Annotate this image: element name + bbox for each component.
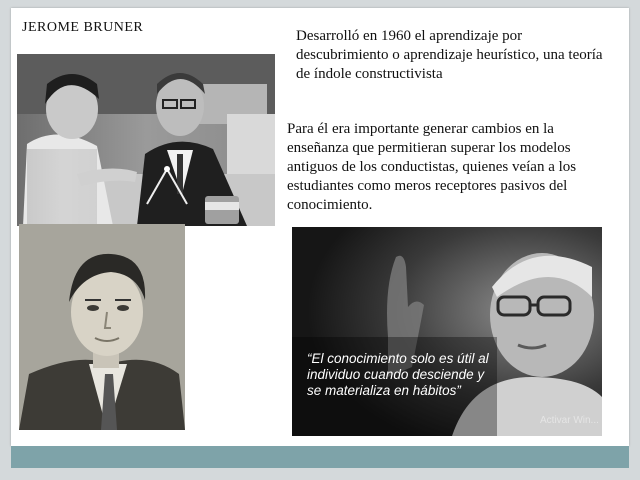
activation-watermark: Activar Win... (540, 415, 599, 426)
paragraph-discovery-learning: Desarrolló en 1960 el aprendizaje por descubrimiento o aprendizaje heurístico, una teoría de índole constructivista (296, 28, 603, 82)
photo-young-bruner-portrait (19, 224, 185, 430)
photo-older-bruner (292, 227, 602, 436)
paragraph-teaching-change: Para él era importante generar cambios en la enseñanza que permitieran superar los modelos antiguos de los conductistas, quienes veían a los estudiantes como meros receptores pasivos del conocimiento. (287, 121, 577, 213)
footer-band (11, 446, 629, 468)
photo-bruner-with-child (17, 54, 275, 226)
bruner-quote: “El conocimiento solo es útil al individuo cuando desciende y se materializa en hábitos” (307, 351, 489, 398)
slide-title: JEROME BRUNER (22, 20, 144, 35)
